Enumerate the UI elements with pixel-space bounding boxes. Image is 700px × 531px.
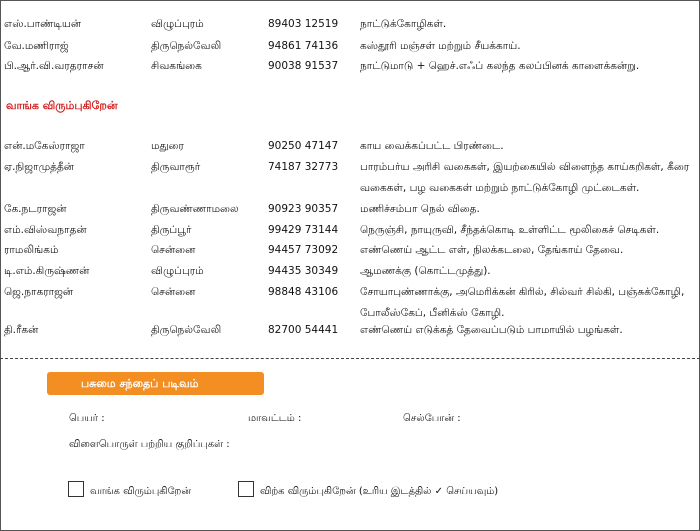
phone-cell: 82700 54441	[268, 324, 339, 336]
listing-row	[0, 137, 700, 155]
details-cell: எண்ணெய் எடுக்கத் தேவைப்படும் பாமாயில் பழங்கள்.	[360, 324, 623, 336]
phone-cell: 89403 12519	[268, 18, 339, 30]
sell-checkbox[interactable]	[238, 481, 254, 497]
phone-cell: 90038 91537	[268, 60, 339, 72]
details-cell: பாரம்பர்ய அரிசி வகைகள், இயற்கையில் விளைந்த காய்கறிகள், கீரை	[360, 161, 690, 173]
listing-row	[0, 15, 700, 33]
name-cell: ராமலிங்கம்	[4, 244, 59, 256]
name-cell: தி.ரீகன்	[4, 324, 39, 336]
listing-row	[0, 283, 700, 319]
listing-row	[0, 37, 700, 55]
name-cell: எஸ்.பாண்டியன்	[4, 18, 82, 30]
name-cell: ஏ.நிஜாமுத்தீன்	[4, 161, 74, 173]
phone-cell: 90923 90357	[268, 203, 339, 215]
district-cell: திருவாரூர்	[151, 161, 201, 173]
details-cell: வகைகள், பழ வகைகள் மற்றும் நாட்டுக்கோழி முட்டைகள்.	[360, 182, 640, 194]
details-cell: நாட்டுமாடு + ஹெச்.எஃப் கலந்த கலப்பினக் காளைக்கன்று.	[360, 60, 640, 72]
name-cell: டி.எம்.கிருஷ்ணன்	[4, 265, 90, 277]
sell-checkbox-label: விற்க விரும்புகிறேன் (உரிய இடத்தில் ✓ செய்யவும்)	[260, 486, 499, 497]
listing-row	[0, 241, 700, 259]
notes-label: விளைபொருள் பற்றிய குறிப்புகள் :	[69, 439, 230, 450]
listing-row	[0, 57, 700, 75]
listing-row	[0, 221, 700, 239]
details-cell: ஆமணக்கு (கொட்டமுத்து).	[360, 265, 491, 277]
details-cell: மணிச்சம்பா நெல் விதை.	[360, 203, 480, 215]
district-cell: சென்னை	[151, 244, 196, 256]
district-cell: திருவண்ணாமலை	[151, 203, 239, 215]
phone-cell: 99429 73144	[268, 224, 339, 236]
details-cell: சோயாபுண்ணாக்கு, அமெரிக்கன் கிரில், சில்வர் சில்கி, பஞ்சுக்கோழி,	[360, 286, 685, 298]
details-cell: நெருஞ்சி, நாயுருவி, சீந்தக்கொடி உள்ளிட்ட மூலிகைச் செடிகள்.	[360, 224, 660, 236]
details-cell: காய வைக்கப்பட்ட பிரண்டை.	[360, 140, 504, 152]
phone-cell: 90250 47147	[268, 140, 339, 152]
section-buy-heading: வாங்க விரும்புகிறேன்	[6, 99, 118, 112]
district-cell: திருப்பூர்	[151, 224, 192, 236]
listing-row	[0, 262, 700, 280]
details-cell: எண்ணெய் ஆட்ட எள், நிலக்கடலை, தேங்காய் தேவை.	[360, 244, 624, 256]
buy-checkbox-label: வாங்க விரும்புகிறேன்	[90, 486, 192, 497]
district-cell: திருநெல்வேலி	[151, 324, 222, 336]
name-cell: வே.மணிராஜ்	[4, 40, 69, 52]
district-cell: விழுப்புரம்	[151, 265, 204, 277]
district-cell: விழுப்புரம்	[151, 18, 204, 30]
name-label: பெயர் :	[69, 413, 105, 424]
name-cell: என்.மகேஸ்ராஜா	[4, 140, 85, 152]
phone-cell: 74187 32773	[268, 161, 339, 173]
listing-row	[0, 200, 700, 218]
district-cell: மதுரை	[151, 140, 184, 152]
name-cell: பி.ஆர்.வி.வரதராசன்	[4, 60, 104, 72]
district-cell: திருநெல்வேலி	[151, 40, 222, 52]
form-divider	[0, 358, 700, 359]
form-title: பசுமை சந்தைப் படிவம்	[47, 372, 264, 395]
details-cell: கஸ்தூரி மஞ்சள் மற்றும் சீயக்காய்.	[360, 40, 521, 52]
phone-label: செல்போன் :	[403, 413, 461, 424]
district-label: மாவட்டம் :	[248, 413, 302, 424]
phone-cell: 94457 73092	[268, 244, 339, 256]
details-cell: போலீஸ்கேப், பீனிக்ஸ் கோழி.	[360, 307, 505, 319]
name-cell: கே.நடராஜன்	[4, 203, 67, 215]
listing-row	[0, 158, 700, 194]
district-cell: சென்னை	[151, 286, 196, 298]
phone-cell: 94861 74136	[268, 40, 339, 52]
name-cell: எம்.விஸ்வநாதன்	[4, 224, 87, 236]
details-cell: நாட்டுக்கோழிகள்.	[360, 18, 447, 30]
name-cell: ஜெ.நாகராஜன்	[4, 286, 74, 298]
phone-cell: 94435 30349	[268, 265, 339, 277]
phone-cell: 98848 43106	[268, 286, 339, 298]
buy-checkbox[interactable]	[68, 481, 84, 497]
listing-row	[0, 321, 700, 339]
district-cell: சிவகங்கை	[151, 60, 202, 72]
